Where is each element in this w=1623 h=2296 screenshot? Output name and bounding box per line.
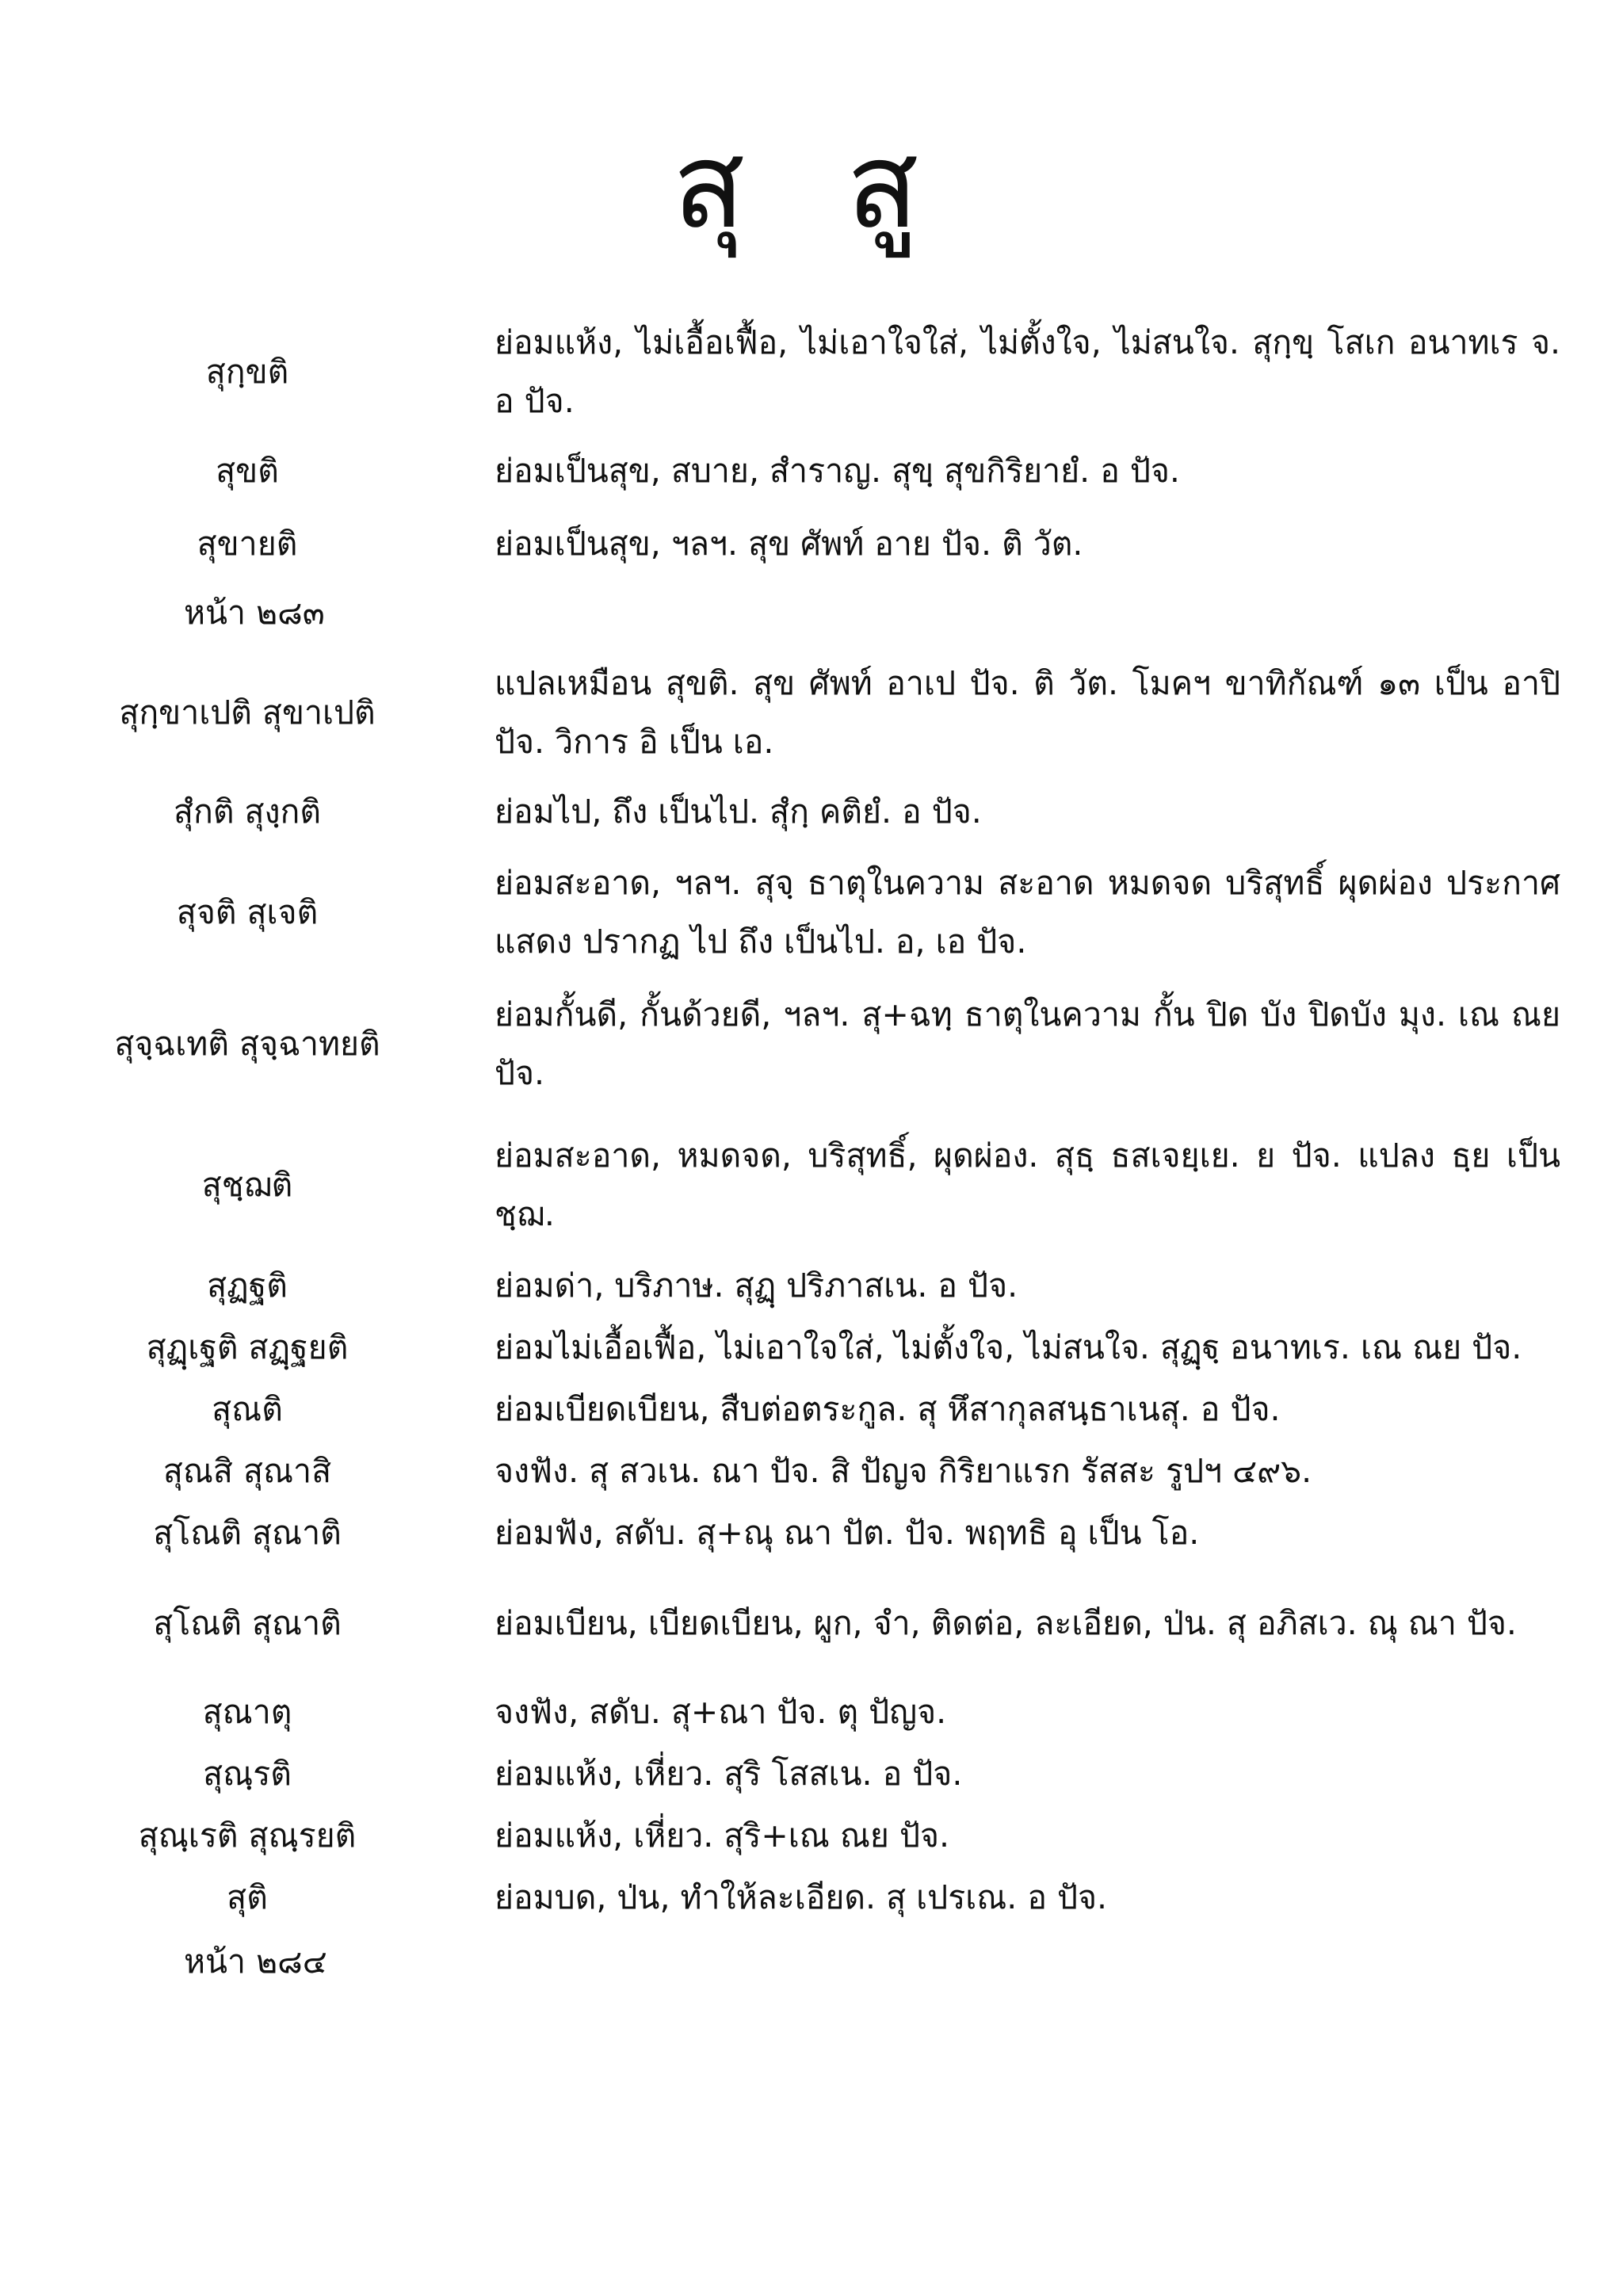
entry-headword: สุณฺรติ: [203, 1755, 292, 1793]
entry-headword: สุโณติ สุณาติ: [153, 1604, 342, 1642]
entry-row: [0, 782, 1623, 841]
entry-definition: ย่อมบด, ป่น, ทำให้ละเอียด. สุ เปรเณ. อ ปัจ.: [495, 1878, 1108, 1916]
entry-headword: สุกฺขติ: [205, 353, 289, 391]
entry-headword: สุณสิ สุณาสิ: [162, 1452, 332, 1490]
entry-definition: ย่อมกั้นดี, กั้นด้วยดี, ฯลฯ. สุ+ฉทฺ ธาตุในความ กั้น ปิด บัง ปิดบัง มุง. เณ ณย ปัจ.: [495, 995, 1560, 1092]
entry-row: [0, 1256, 1623, 1315]
entry-headword: สุจติ สุเจติ: [176, 893, 319, 931]
entry-row: [0, 1126, 1623, 1244]
entry-definition: ย่อมสะอาด, ฯลฯ. สุจฺ ธาตุในความ สะอาด หมดจด บริสุทธิ์ ผุดผ่อง ประกาศ แสดง ปรากฏ ไป ถึง เป็นไป. อ, เอ ปัจ.: [495, 864, 1560, 961]
entry-definition: ย่อมแห้ง, เหี่ยว. สุริ โสสเน. อ ปัจ.: [495, 1755, 963, 1793]
page-title: สุ สู: [672, 117, 951, 255]
entry-row: [0, 313, 1623, 430]
entry-row: [0, 1683, 1623, 1741]
entry-row: [0, 654, 1623, 771]
entry-headword: สุจฺฉเทติ สุจฺฉาทยติ: [114, 1025, 380, 1063]
entry-list: [0, 313, 1623, 1990]
entry-definition: ย่อมไป, ถึง เป็นไป. สุํกฺ คติยํ. อ ปัจ.: [495, 793, 982, 831]
entry-headword: สุฏฺเฐติ สฏฺฐยติ: [146, 1328, 349, 1366]
entry-row: [0, 985, 1623, 1102]
entry-headword: สุณติ: [212, 1390, 283, 1428]
entry-definition: ย่อมเบียดเบียน, สืบต่อตระกูล. สุ หึสากุลสนฺธาเนสุ. อ ปัจ.: [495, 1390, 1281, 1428]
entry-row: [0, 514, 1623, 573]
page-number-label: หน้า ๒๘๔: [184, 1943, 327, 1981]
entry-headword: สุชฺฌติ: [201, 1166, 293, 1204]
entry-definition: ย่อมแห้ง, ไม่เอื้อเฟื้อ, ไม่เอาใจใส่, ไม่ตั้งใจ, ไม่สนใจ. สุกฺขฺ โสเก อนาทเร จ. อ ปัจ.: [495, 323, 1560, 420]
entry-row: [0, 1442, 1623, 1500]
entry-definition: แปลเหมือน สุขติ. สุข ศัพท์ อาเป ปัจ. ติ วัต. โมคฯ ขาทิกัณฑ์ ๑๓ เป็น อาปิ ปัจ. วิการ อิ เป็น เอ.: [495, 664, 1560, 761]
entry-definition: ย่อมเบียน, เบียดเบียน, ผูก, จำ, ติดต่อ, ละเอียด, ป่น. สุ อภิสเว. ณุ ณา ปัจ.: [495, 1604, 1517, 1642]
entry-definition: ย่อมเป็นสุข, ฯลฯ. สุข ศัพท์ อาย ปัจ. ติ วัต.: [495, 525, 1083, 563]
entry-definition: ย่อมไม่เอื้อเฟื้อ, ไม่เอาใจใส่, ไม่ตั้งใจ, ไม่สนใจ. สุฏฺฐฺ อนาทเร. เณ ณย ปัจ.: [495, 1328, 1522, 1366]
entry-headword: สุณฺเรติ สุณฺรยติ: [138, 1817, 357, 1855]
entry-row: [0, 441, 1623, 500]
entry-headword: สุกฺขาเปติ สุขาเปติ: [119, 693, 376, 732]
entry-headword: สุฏฐติ: [207, 1266, 288, 1305]
page-number-label: หน้า ๒๘๓: [184, 594, 325, 632]
entry-headword: สุณาตุ: [202, 1693, 292, 1731]
entry-row: [0, 1380, 1623, 1438]
entry-row: [0, 1318, 1623, 1377]
entry-headword: สุโณติ สุณาติ: [153, 1514, 342, 1552]
entry-headword: สุขายติ: [197, 525, 298, 563]
entry-row: [0, 1806, 1623, 1865]
entry-definition: ย่อมด่า, บริภาษ. สุฏฺ ปริภาสเน. อ ปัจ.: [495, 1266, 1018, 1305]
entry-definition: ย่อมฟัง, สดับ. สุ+ณุ ณา ปัต. ปัจ. พฤทธิ อุ เป็น โอ.: [495, 1514, 1200, 1552]
entry-definition: จงฟัง. สุ สวเน. ณา ปัจ. สิ ปัญจ กิริยาแรก รัสสะ รูปฯ ๔๙๖.: [495, 1452, 1312, 1490]
entry-row: [0, 1503, 1623, 1562]
entry-row: [0, 1594, 1623, 1652]
entry-definition: จงฟัง, สดับ. สุ+ณา ปัจ. ตุ ปัญจ.: [495, 1693, 947, 1731]
entry-row: [0, 1868, 1623, 1927]
entry-headword: สุขติ: [216, 452, 279, 490]
entry-definition: ย่อมสะอาด, หมดจด, บริสุทธิ์, ผุดผ่อง. สุธฺ ธสเจยฺเย. ย ปัจ. แปลง ธฺย เป็น ชฺฌ.: [495, 1137, 1560, 1233]
entry-definition: ย่อมเป็นสุข, สบาย, สำราญ. สุขฺ สุขกิริยายํ. อ ปัจ.: [495, 452, 1180, 490]
entry-definition: ย่อมแห้ง, เหี่ยว. สุริ+เณ ณย ปัจ.: [495, 1817, 950, 1855]
entry-row: [0, 1744, 1623, 1803]
entry-headword: สุติ: [227, 1878, 268, 1916]
entry-row: [0, 854, 1623, 971]
entry-headword: สุํกติ สุงฺกติ: [173, 793, 321, 831]
